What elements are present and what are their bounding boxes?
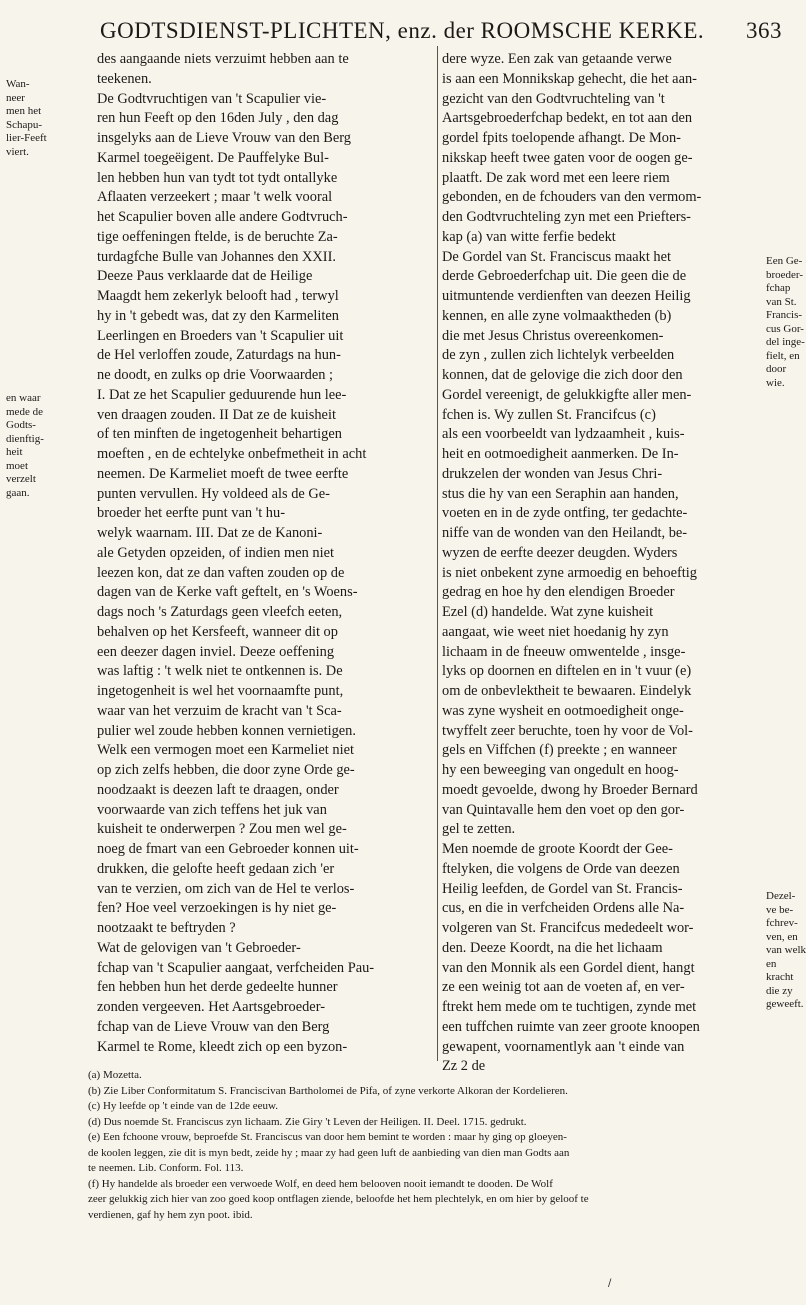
text-line: insgelyks aan de Lieve Vrouw van den Berg bbox=[97, 130, 351, 146]
text-line: van te verzien, om zich van de Hel te verlos- bbox=[97, 880, 355, 897]
text-line: len hebben hun van tydt tot tydt ontallyke bbox=[97, 169, 338, 186]
footnote: (f) Hy handelde als broeder een verwoede Wolf, en deed hem belooven nooit iemandt te dooden. De Wolf bbox=[88, 1177, 553, 1190]
text-line: was laftig : 't welk niet te ontkennen is. De bbox=[97, 663, 343, 680]
text-line: is aan een Monnikskap gehecht, die het aan- bbox=[442, 70, 697, 87]
text-line: een deezer dagen inviel. Deeze oeffening bbox=[97, 643, 335, 660]
text-line: twyffelt zeer beruchte, toen hy voor de Vol- bbox=[442, 722, 693, 739]
text-line: leezen kon, dat ze dan vaften zouden op de bbox=[97, 564, 345, 581]
text-line: Heilig leefden, de Gordel van St. Francis- bbox=[442, 880, 683, 897]
footnote: de koolen leggen, zie dit is myn bedt, zeide hy ; maar zy had geen luft de aanbieding van dien man Godts aan bbox=[88, 1146, 570, 1159]
text-line: voorwaarde van zich teffens het juk van bbox=[97, 801, 327, 818]
text-line: Gordel vereenigt, de gelukkigfte aller men- bbox=[442, 386, 692, 403]
text-line: lyks op doornen en diftelen en in 't vuur (e) bbox=[442, 663, 692, 680]
text-line: Wat de gelovigen van 't Gebroeder- bbox=[97, 939, 301, 956]
text-line: fchen is. Wy zullen St. Francifcus (c) bbox=[442, 406, 656, 423]
text-line: tige oeffeningen ftelde, is de beruchte Za- bbox=[97, 228, 338, 245]
text-line: nikskap heeft twee gaten voor de oogen ge- bbox=[442, 149, 693, 166]
text-line: Deeze Paus verklaarde dat de Heilige bbox=[97, 268, 313, 285]
text-line: is niet onbekent zyne armoedig en behoeftig bbox=[442, 564, 697, 581]
text-line: Welk een vermogen moet een Karmeliet niet bbox=[97, 742, 354, 759]
page-number: 363 bbox=[746, 18, 782, 43]
text-line: ze een weinig tot aan de voeten af, en ver- bbox=[442, 979, 685, 996]
text-line: waar van het verzuim de kracht van 't Sca- bbox=[97, 702, 342, 719]
text-line: ven draagen zouden. II Dat ze de kuisheit bbox=[97, 406, 336, 423]
text-line: was zyne wysheit en ootmoedigheit onge- bbox=[442, 702, 684, 719]
text-line: die met Jesus Christus overeenkomen- bbox=[442, 327, 664, 344]
text-line: noeg de fmart van een Gebroeder konnen uit- bbox=[97, 841, 359, 857]
text-line: pulier wel zoude hebben konnen vernietigen. bbox=[97, 722, 356, 739]
text-line: Maagdt hem zekerlyk belooft had , terwyl bbox=[97, 288, 339, 304]
text-line: Zz 2 de bbox=[442, 1058, 486, 1075]
footnote: (d) Dus noemde St. Franciscus zyn lichaam. Zie Giry 't Leven der Heiligen. II. Deel. 1715. gedrukt. bbox=[88, 1115, 527, 1128]
footnote: (a) Mozetta. bbox=[88, 1069, 142, 1081]
text-line: des aangaande niets verzuimt hebben aan te bbox=[97, 51, 349, 67]
right-column bbox=[442, 50, 765, 1077]
text-line: konnen, dat de gelovige die zich door den bbox=[442, 367, 683, 383]
margin-note: Wan- neer men het Schapu- lier-Feeft viert. bbox=[6, 78, 47, 158]
text-line: zonden vergeeven. Het Aartsgebroeder- bbox=[97, 999, 325, 1015]
text-line: gedrag en hoe hy den elendigen Broeder bbox=[442, 584, 675, 601]
text-line: ren hun Feeft op den 16den July , den dag bbox=[97, 110, 339, 127]
text-line: hy in 't gebedt was, dat zy den Karmeliten bbox=[97, 307, 339, 324]
text-line: ingetogenheit is wel het voornaamfte punt, bbox=[97, 683, 344, 699]
text-line: plaatft. De zak word met een leere riem bbox=[442, 169, 670, 186]
text-line: dagen van de Kerke vaft geftelt, en 's Woens- bbox=[97, 584, 358, 601]
footnote: verdienen, gaf hy hem zyn poot. ibid. bbox=[88, 1208, 253, 1221]
text-line: drukken, die gelofte heeft gedaan zich 'er bbox=[97, 860, 335, 877]
text-line: ne doodt, en zulks op drie Voorwaarden ; bbox=[97, 367, 334, 383]
text-line: als een voorbeeldt van lydzaamheit , kuis- bbox=[442, 426, 685, 443]
text-line: lichaam in de fneeuw omwentelde , insge- bbox=[442, 643, 686, 660]
text-line: hy een beweeging van ongedult en hoog- bbox=[442, 762, 679, 778]
text-line: teekenen. bbox=[97, 70, 152, 87]
column-divider bbox=[437, 46, 438, 1061]
text-line: het Scapulier boven alle andere Godtvruch- bbox=[97, 209, 348, 225]
text-line: Karmel toegeëigent. De Pauffelyke Bul- bbox=[97, 149, 329, 166]
text-line: kennen, en alle zyne volmaaktheden (b) bbox=[442, 307, 672, 324]
margin-note: Een Ge- broeder- fchap van St. Francis- cus Gor- del inge- fielt, en door wie. bbox=[766, 255, 805, 389]
text-line: heit en ootmoedigheit aanmerken. De In- bbox=[442, 446, 679, 462]
text-line: wyzen de eerfte deezer deugden. Wyders bbox=[442, 544, 678, 561]
text-line: behalven op het Kersfeeft, wanneer dit op bbox=[97, 623, 338, 640]
text-line: uitmuntende verdienften van deezen Heilig bbox=[442, 288, 691, 304]
text-line: voeten en in de zyde ontfing, ter gedachte- bbox=[442, 505, 688, 522]
text-line: aangaat, wie weet niet hoedanig hy zyn bbox=[442, 623, 669, 640]
text-line: I. Dat ze het Scapulier geduurende hun lee- bbox=[97, 386, 347, 403]
text-line: ftrekt hem mede om te tuchtigen, zynde met bbox=[442, 999, 697, 1015]
text-line: de zyn , zullen zich lichtelyk verbeelden bbox=[442, 347, 675, 364]
text-line: of ten minften de ingetogenheit behartigen bbox=[97, 426, 342, 443]
text-line: Aflaaten verzeekert ; maar 't welk vooral bbox=[97, 189, 333, 206]
text-line: Karmel te Rome, kleedt zich op een byzon- bbox=[97, 1038, 348, 1055]
text-line: stus die hy van een Seraphin aan handen, bbox=[442, 485, 679, 502]
text-line: een tuffchen ruimte van zeer groote knoopen bbox=[442, 1018, 700, 1035]
text-line: gezicht van den Godtvruchteling van 't bbox=[442, 90, 665, 107]
text-line: dags noch 's Zaturdags geen vleefch eeten, bbox=[97, 604, 343, 620]
text-line: fchap van 't Scapulier aangaat, verfcheiden Pau- bbox=[97, 959, 375, 976]
text-line: fchap van de Lieve Vrouw van den Berg bbox=[97, 1018, 330, 1035]
text-line: nootzaakt te beftryden ? bbox=[97, 920, 236, 936]
text-line: de Hel verloffen zoude, Zaturdags na hun- bbox=[97, 347, 341, 364]
footnotes bbox=[88, 1068, 778, 1223]
margin-note: Dezel- ve be- fchrev- ven, en van welk en kracht die zy geweeft. bbox=[766, 890, 806, 1010]
left-column bbox=[97, 50, 433, 1057]
text-line: De Gordel van St. Franciscus maakt het bbox=[442, 248, 671, 265]
text-line: gels en Viffchen (f) preekte ; en wanneer bbox=[442, 742, 677, 759]
text-line: van Quintavalle hem den voet op den gor- bbox=[442, 801, 685, 818]
text-line: den. Deeze Koordt, na die het lichaam bbox=[442, 939, 663, 956]
text-line: punten vervullen. Hy voldeed als de Ge- bbox=[97, 485, 330, 502]
text-line: turdagfche Bulle van Johannes den XXII. bbox=[97, 248, 336, 265]
running-title: GODTSDIENST-PLICHTEN, enz. der ROOMSCHE KERKE. bbox=[100, 18, 705, 43]
text-line: Men noemde de groote Koordt der Gee- bbox=[442, 841, 673, 857]
footnote: (c) Hy leefde op 't einde van de 12de eeuw. bbox=[88, 1100, 279, 1112]
text-line: gel te zetten. bbox=[442, 821, 516, 838]
text-line: welyk waarnam. III. Dat ze de Kanoni- bbox=[97, 525, 323, 541]
text-line: cus, en die in verfcheiden Ordens alle Na- bbox=[442, 900, 685, 917]
text-line: De Godtvruchtigen van 't Scapulier vie- bbox=[97, 90, 327, 107]
text-line: neemen. De Karmeliet moeft de twee eerfte bbox=[97, 465, 349, 482]
text-line: noodzaakt is deezen laft te draagen, onder bbox=[97, 781, 339, 798]
text-line: gordel fpits toelopende afhangt. De Mon- bbox=[442, 130, 681, 146]
text-line: gewapent, voornamentlyk aan 't einde van bbox=[442, 1038, 685, 1055]
text-line: Leerlingen en Broeders van 't Scapulier uit bbox=[97, 327, 344, 344]
text-line: niffe van de wonden van den Heilandt, be- bbox=[442, 525, 688, 541]
text-line: kuisheit te onderwerpen ? Zou men wel ge- bbox=[97, 821, 347, 838]
margin-note: en waar mede de Godts- dienftig- heit moet verzelt gaan. bbox=[6, 392, 44, 499]
text-line: derde Gebroederfchap uit. Die geen die de bbox=[442, 268, 687, 285]
text-line: van den Monnik als een Gordel dient, hangt bbox=[442, 959, 695, 976]
text-line: Aartsgebroederfchap bedekt, en tot aan den bbox=[442, 110, 693, 127]
footnote: (b) Zie Liber Conformitatum S. Franciscivan Bartholomei de Pifa, of zyne verkorte Alkoran der Kordelieren. bbox=[88, 1084, 568, 1097]
footnote: (e) Een fchoone vrouw, beproefde St. Franciscus van door hem bemint te worden : maar hy ging op gloeyen- bbox=[88, 1131, 567, 1143]
running-header bbox=[100, 18, 782, 44]
text-line: ftelyken, die volgens de Orde van deezen bbox=[442, 860, 680, 877]
text-line: dere wyze. Een zak van getaande verwe bbox=[442, 51, 672, 67]
text-line: om de onbevlektheit te bewaaren. Eindelyk bbox=[442, 683, 692, 699]
text-line: fen hebben hun het derde gedeelte hunner bbox=[97, 979, 338, 996]
text-line: ale Getyden opzeiden, of indien men niet bbox=[97, 544, 334, 561]
text-line: moeften , en de echtelyke onbefmetheit in acht bbox=[97, 446, 367, 462]
text-line: den Godtvruchteling zyn met een Priefters- bbox=[442, 209, 691, 225]
text-line: moedt gevoelde, dwong hy Broeder Bernard bbox=[442, 781, 698, 798]
footnote: zeer gelukkig zich hier van zoo goed koop ontflagen ziende, beloofde het hem plechtelyk, en om hier by geloof te bbox=[88, 1193, 589, 1205]
text-line: volgeren van St. Francifcus mededeelt wor- bbox=[442, 920, 694, 936]
bottom-mark: / bbox=[608, 1278, 612, 1289]
footnote: te neemen. Lib. Conform. Fol. 113. bbox=[88, 1162, 244, 1174]
text-line: op zich zelfs hebben, die door zyne Orde ge- bbox=[97, 762, 355, 778]
text-line: kap (a) van witte ferfie bedekt bbox=[442, 228, 616, 245]
text-line: broeder het eerfte punt van 't hu- bbox=[97, 505, 285, 522]
text-line: Ezel (d) handelde. Wat zyne kuisheit bbox=[442, 604, 654, 620]
text-line: gebonden, en de fchouders van den vermom- bbox=[442, 189, 702, 206]
text-line: fen? Hoe veel verzoekingen is hy niet ge- bbox=[97, 900, 337, 917]
text-line: drukzelen der wonden van Jesus Chri- bbox=[442, 465, 663, 482]
